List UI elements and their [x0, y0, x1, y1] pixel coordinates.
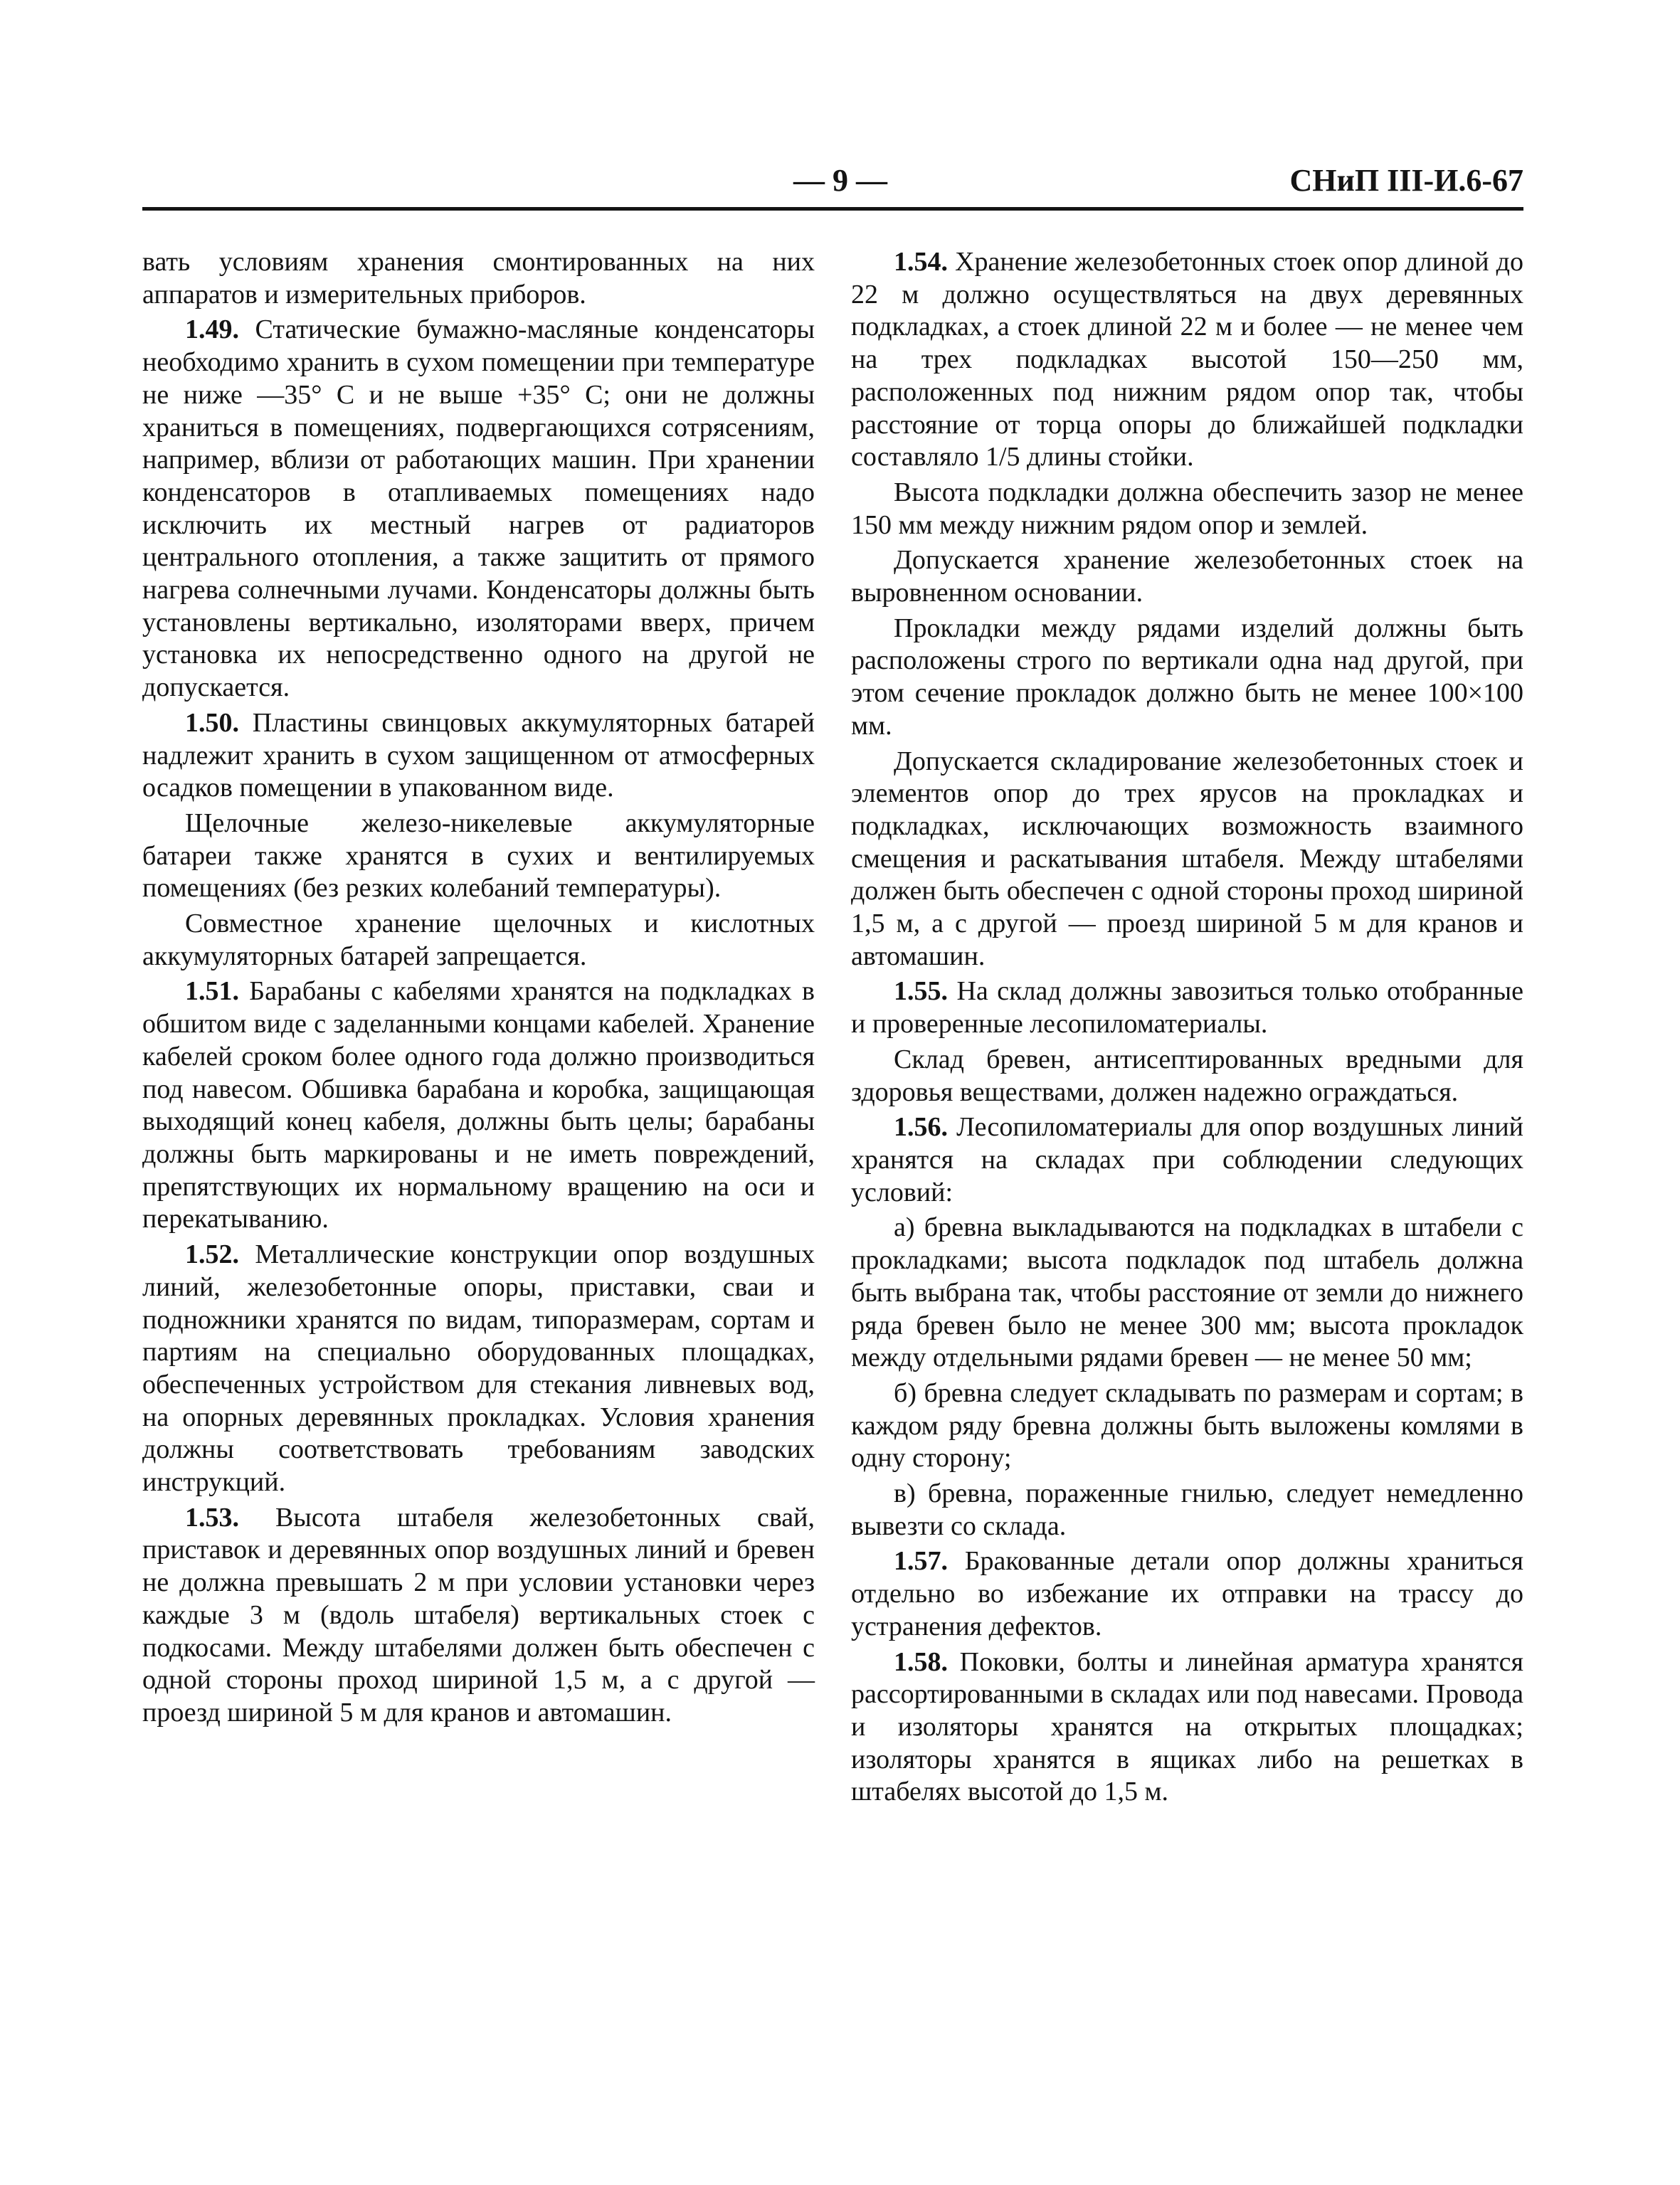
paragraph: 1.58. Поковки, болты и линейная арматура хранятся рассортированными в складах или под навесами. Провода и изоляторы хранятся на открытых площадках; изоляторы хранятся в ящиках либо на решетках в штабелях высотой до 1,5 м. — [851, 1646, 1524, 1807]
paragraph: 1.54. Хранение железобетонных стоек опор длиной до 22 м должно осуществляться на двух деревянных подкладках, а стоек длиной 22 м и более — не менее чем на трех подкладках высотой 150—250 мм, расположенных под нижним рядом опор так, чтобы расстояние от торца опоры до ближайшей подкладки составляло 1/5 длины стойки. — [851, 247, 1524, 472]
clause-number: 1.52. — [185, 1239, 239, 1270]
paragraph: 1.56. Лесопиломатериалы для опор воздушных линий хранятся на складах при соблюдении следующих условий: — [851, 1112, 1523, 1207]
paragraph: б) бревна следует складывать по размерам и сортам; в каждом ряду бревна должны быть выложены комлями в одну сторону; — [851, 1377, 1523, 1474]
left-column — [142, 246, 815, 1732]
clause-number: 1.53. — [185, 1502, 239, 1533]
paragraph: 1.49. Статические бумажно-масляные конденсаторы необходимо хранить в сухом помещении при температуре не ниже —35° С и не выше +35° С; они не должны храниться в помещениях, подвергающихся сотрясениям, например, вблизи от работающих машин. При хранении конденсаторов в отапливаемых помещениях надо исключить их местный нагрев от радиаторов центрального отопления, а также защитить от прямого нагрева солнечными лучами. Конденсаторы должны быть установлены вертикально, изоляторами вверх, причем установка их непосредственно одного на другой не допускается. — [142, 314, 815, 703]
paragraph: Совместное хранение щелочных и кислотных аккумуляторных батарей запрещается. — [142, 909, 815, 971]
header-rule — [142, 207, 1523, 211]
paragraph: а) бревна выкладываются на подкладках в штабели с прокладками; высота подкладок под штабель должна быть выбрана так, чтобы расстояние от земли до нижнего ряда бревен было не менее 300 мм; высота прокладок между отдельными рядами бревен — не менее 50 мм; — [851, 1212, 1523, 1373]
clause-number: 1.54. — [894, 247, 948, 277]
clause-number: 1.50. — [185, 707, 239, 738]
paragraph: 1.55. На склад должны завозиться только отобранные и проверенные лесопиломатериалы. — [851, 976, 1523, 1039]
clause-number: 1.56. — [894, 1112, 948, 1143]
clause-number: 1.49. — [185, 314, 239, 345]
paragraph: 1.51. Барабаны с кабелями хранятся на подкладках в обшитом виде с заделанными концами кабелей. Хранение кабелей сроком более одного года должно производиться под навесом. Обшивка барабана и коробка, защищающая выходящий конец кабеля, должны быть целы; барабаны должны быть маркированы и не иметь повреждений, препятствующих их нормальному вращению на оси и перекатыванию. — [142, 976, 815, 1234]
paragraph: Щелочные железо-никелевые аккумуляторные батареи также хранятся в сухих и вентилируемых помещениях (без резких колебаний температуры). — [142, 808, 815, 904]
right-column — [851, 246, 1523, 1811]
paragraph: 1.53. Высота штабеля железобетонных свай, приставок и деревянных опор воздушных линий и бревен не должна превышать 2 м при условии установки через каждые 3 м (вдоль штабеля) вертикальных стоек с подкосами. Между штабелями должен быть обеспечен с одной стороны проход шириной 1,5 м, а с другой — проезд шириной 5 м для кранов и автомашин. — [142, 1502, 815, 1728]
paragraph: 1.50. Пластины свинцовых аккумуляторных батарей надлежит хранить в сухом защищенном от атмосферных осадков помещении в упакованном виде. — [142, 707, 815, 803]
paragraph: вать условиям хранения смонтированных на них аппаратов и измерительных приборов. — [142, 247, 815, 310]
clause-number: 1.58. — [894, 1646, 948, 1677]
document-code: СНиП III-И.6-67 — [1289, 163, 1523, 198]
clause-number: 1.57. — [894, 1546, 948, 1577]
clause-number: 1.51. — [185, 976, 239, 1007]
page-number: — 9 — — [793, 163, 887, 198]
paragraph: 1.57. Бракованные детали опор должны храниться отдельно во избежание их отправки на трассу до устранения дефектов. — [851, 1546, 1523, 1641]
paragraph: Прокладки между рядами изделий должны быть расположены строго по вертикали одна над другой, при этом сечение прокладок должно быть не менее 100×100 мм. — [851, 613, 1523, 741]
paragraph: в) бревна, пораженные гнилью, следует немедленно вывезти со склада. — [851, 1478, 1523, 1541]
paragraph: Допускается складирование железобетонных стоек и элементов опор до трех ярусов на прокладках и подкладках, исключающих возможность взаимного смещения и раскатывания штабеля. Между штабелями должен быть обеспечен с одной стороны проход шириной 1,5 м, а с другой — проезд шириной 5 м для кранов и автомашин. — [851, 746, 1523, 971]
clause-number: 1.55. — [894, 976, 948, 1007]
paragraph: 1.52. Металлические конструкции опор воздушных линий, железобетонные опоры, приставки, сваи и подножники хранятся по видам, типоразмерам, сортам и партиям на специально оборудованных площадках, обеспеченных устройством для стекания ливневых вод, на опорных деревянных прокладках. Условия хранения должны соответствовать требованиям заводских инструкций. — [142, 1239, 815, 1498]
paragraph: Допускается хранение железобетонных стоек на выровненном основании. — [851, 545, 1523, 608]
paragraph: Высота подкладки должна обеспечить зазор не менее 150 мм между нижним рядом опор и землей. — [851, 477, 1523, 540]
paragraph: Склад бревен, антисептированных вредными для здоровья веществами, должен надежно ограждаться. — [851, 1044, 1523, 1107]
